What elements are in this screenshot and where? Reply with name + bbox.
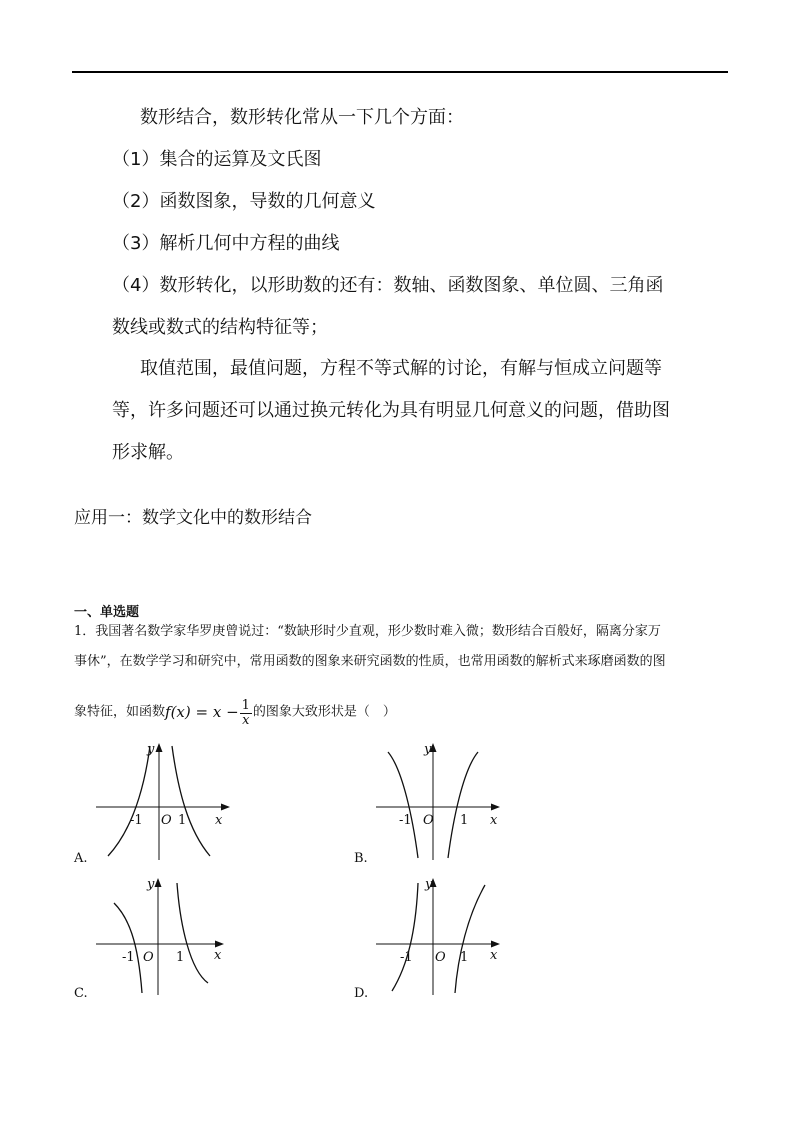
x-axis-label: x — [490, 813, 498, 828]
question-line-3 — [74, 696, 396, 729]
formula-fraction — [240, 699, 252, 728]
x-axis-label: x — [214, 948, 222, 963]
function-formula — [165, 696, 253, 728]
intro-item-4-line-1: （4）数形转化，以形助数的还有：数轴、函数图象、单位圆、三角函 — [112, 275, 664, 296]
pos-one-label: 1 — [178, 813, 187, 828]
pos-one-label: 1 — [460, 950, 469, 965]
origin-label: O — [161, 813, 172, 828]
neg-one-label: -1 — [400, 950, 413, 965]
origin-label: O — [143, 950, 154, 965]
y-axis-label: y — [425, 877, 433, 892]
option-b-graph[interactable] — [368, 740, 518, 862]
neg-one-label: -1 — [130, 813, 143, 828]
y-axis-label: y — [147, 742, 155, 757]
option-a-label[interactable]: A. — [74, 851, 88, 866]
question-line-3-suffix: 的图象大致形状是（ ） — [252, 704, 396, 720]
fraction-denominator: x — [242, 712, 250, 728]
intro-item-4-line-2: 数线或数式的结构特征等； — [112, 317, 328, 338]
option-b-label[interactable]: B. — [354, 851, 368, 866]
section-title: 一、单选题 — [74, 605, 140, 620]
x-axis-label: x — [215, 813, 223, 828]
intro-paragraph-1: 数形结合，数形转化常从一下几个方面： — [140, 107, 464, 128]
pos-one-label: 1 — [176, 950, 185, 965]
intro-item-2: （2）函数图象，导数的几何意义 — [112, 191, 376, 212]
formula-lhs: f(x) = x − — [165, 703, 239, 721]
fraction-numerator: 1 — [241, 697, 250, 713]
question-line-2: 事休”，在数学学习和研究中，常用函数的图象来研究函数的性质，也常用函数的解析式来琢磨函数的图 — [74, 654, 666, 669]
intro-paragraph-2-line-2: 等，许多问题还可以通过换元转化为具有明显几何意义的问题，借助图 — [112, 400, 670, 421]
option-d-label[interactable]: D. — [354, 986, 369, 1001]
intro-item-1: （1）集合的运算及文氏图 — [112, 149, 322, 170]
application-heading: 应用一：数学文化中的数形结合 — [74, 508, 312, 528]
x-axis-label: x — [490, 948, 498, 963]
top-rule — [72, 71, 728, 73]
option-d-graph[interactable] — [368, 875, 518, 997]
question-line-1: 1．我国著名数学家华罗庚曾说过：“数缺形时少直观，形少数时难入微；数形结合百般好，隔离分家万 — [74, 624, 661, 639]
question-line-3-prefix: 象特征，如函数 — [74, 704, 166, 720]
neg-one-label: -1 — [399, 813, 412, 828]
y-axis-label: y — [147, 877, 155, 892]
intro-paragraph-2-line-1: 取值范围，最值问题，方程不等式解的讨论，有解与恒成立问题等 — [140, 358, 662, 379]
origin-label: O — [435, 950, 446, 965]
option-a-graph[interactable] — [90, 740, 240, 862]
origin-label: O — [423, 813, 434, 828]
option-c-graph[interactable] — [90, 875, 240, 997]
neg-one-label: -1 — [122, 950, 135, 965]
pos-one-label: 1 — [460, 813, 469, 828]
intro-item-3: （3）解析几何中方程的曲线 — [112, 233, 340, 254]
option-c-label[interactable]: C. — [74, 986, 88, 1001]
intro-paragraph-2-line-3: 形求解。 — [112, 442, 184, 463]
y-axis-label: y — [424, 742, 432, 757]
